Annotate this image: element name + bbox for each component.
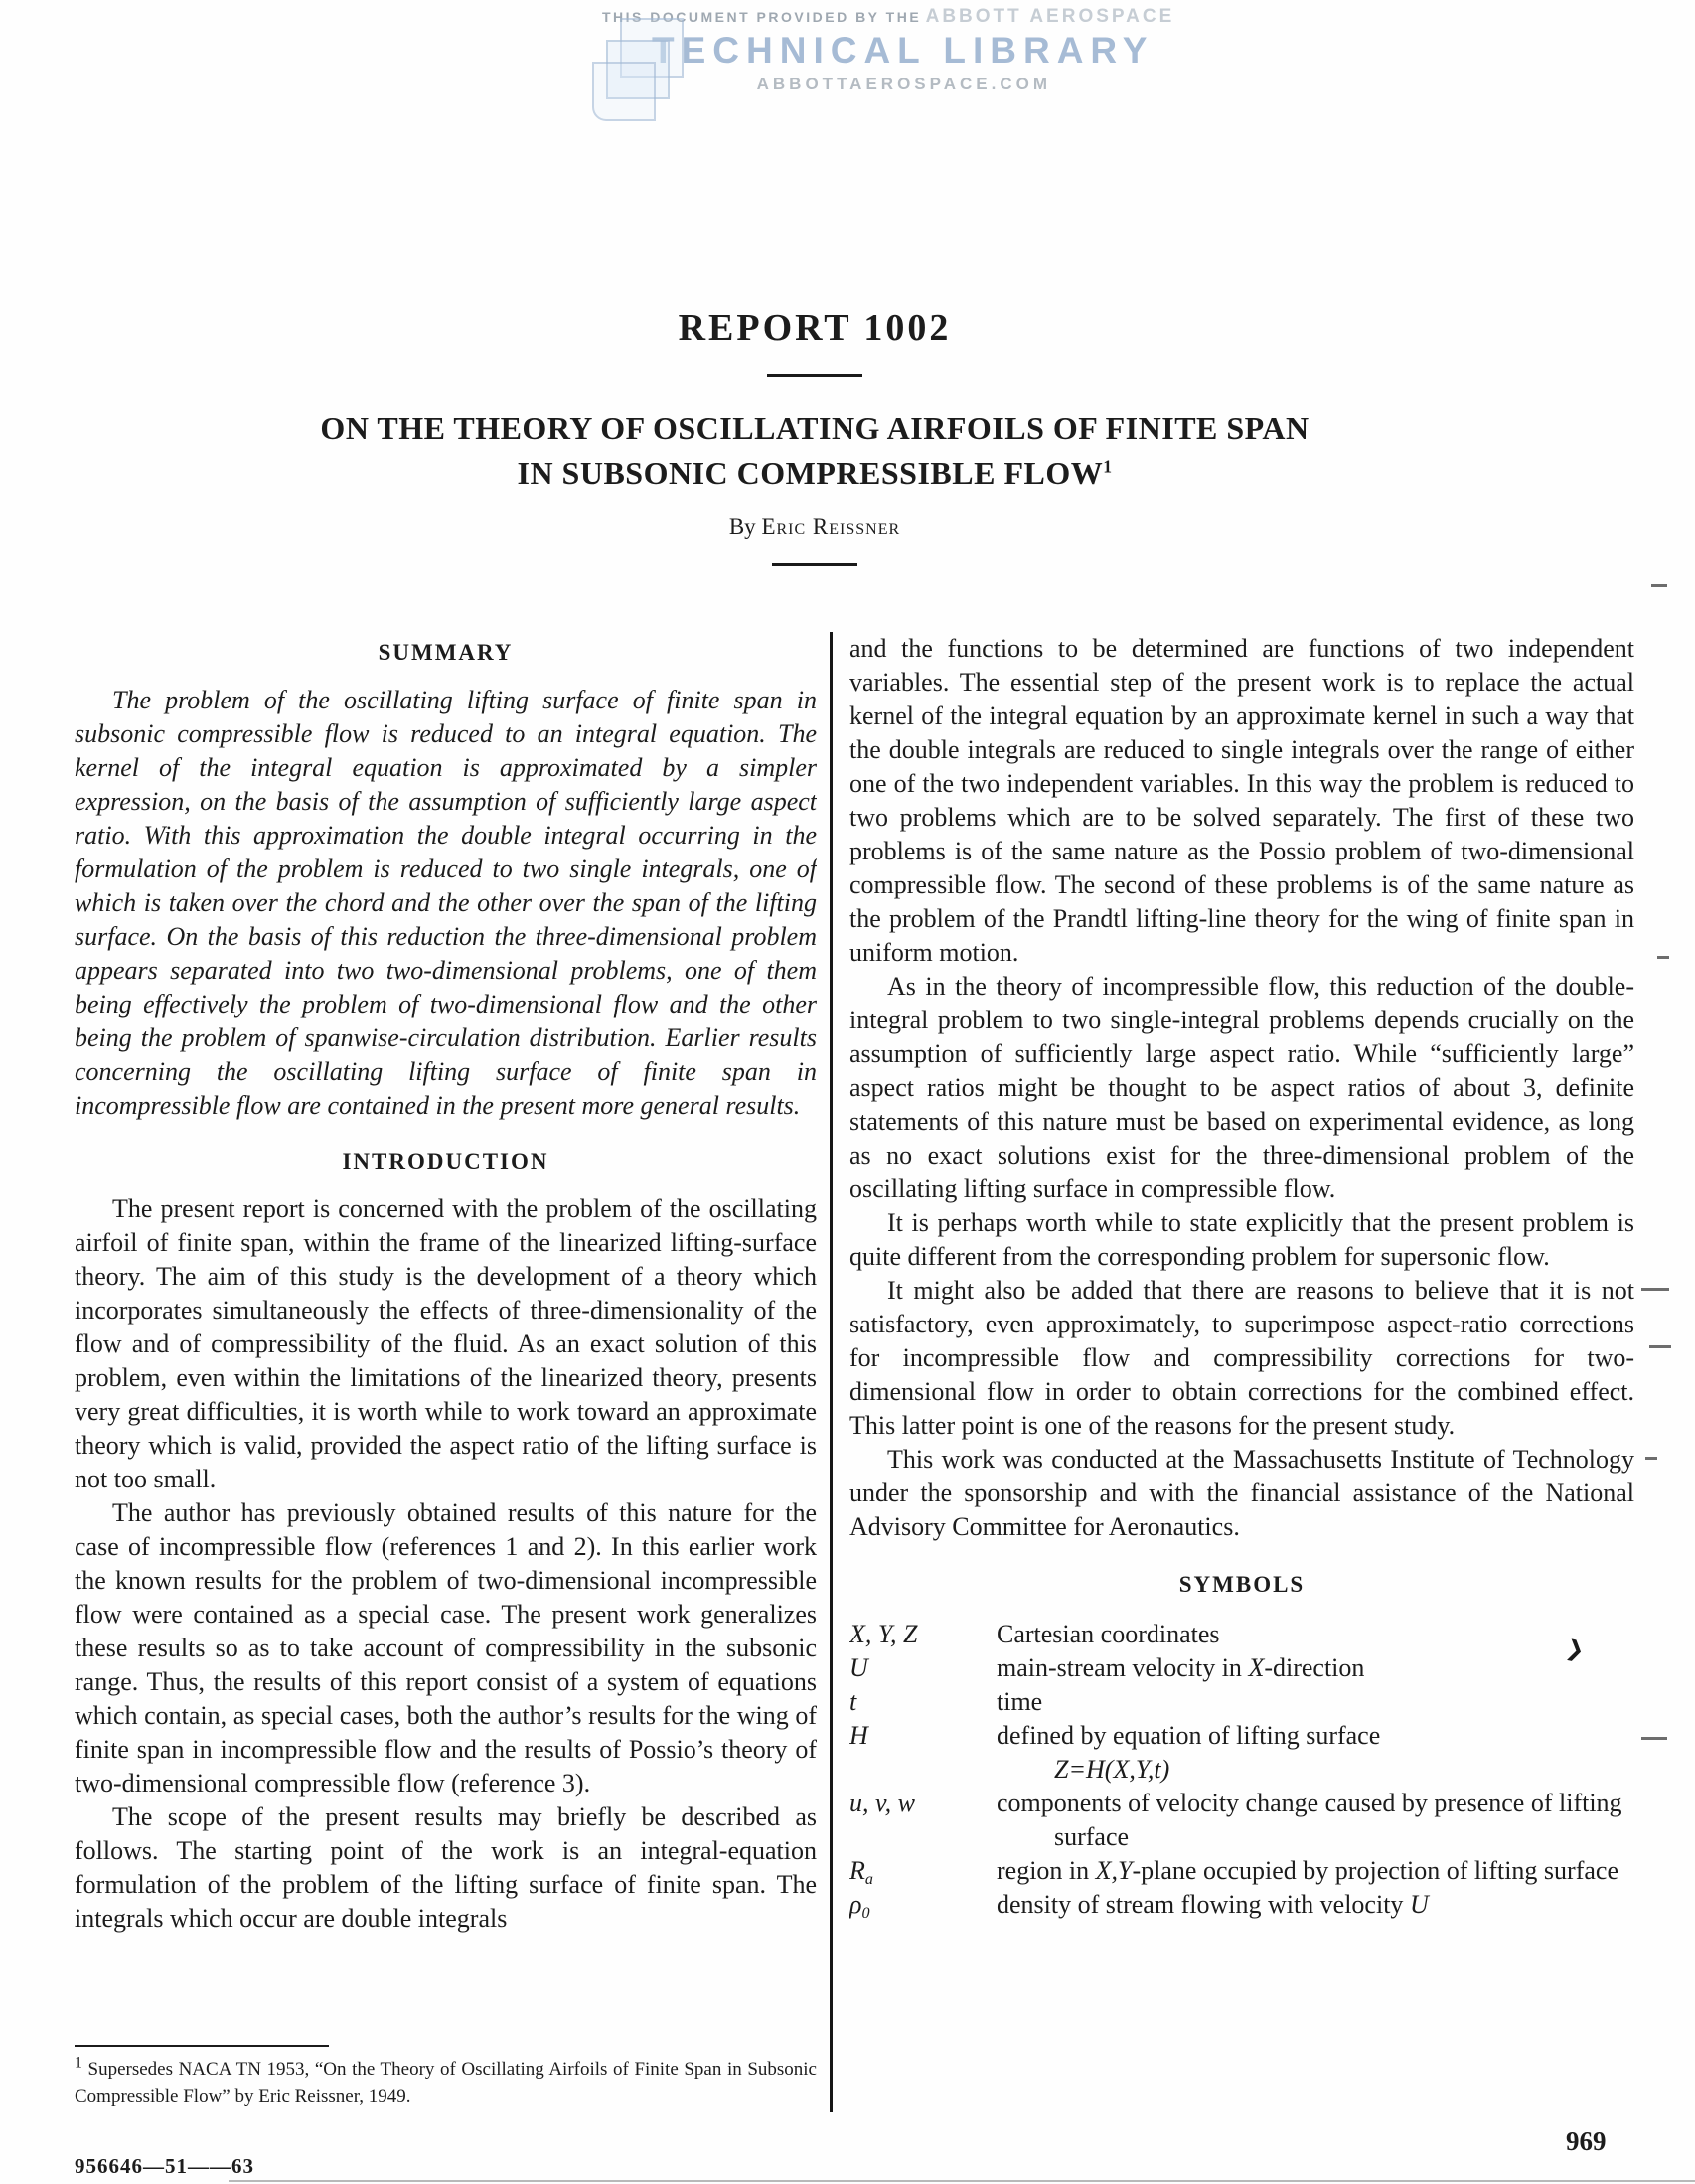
column-divider-rule — [830, 632, 833, 2112]
byline — [75, 514, 1555, 540]
watermark-library-title: TECHNICAL LIBRARY — [652, 30, 1155, 71]
symbols-list — [849, 1618, 1634, 1922]
symbol-definition-line2: Z=H(X,Y,t) — [1054, 1755, 1170, 1784]
watermark — [594, 6, 1175, 94]
title-line-1: ON THE THEORY OF OSCILLATING AIRFOILS OF FINITE SPAN — [320, 410, 1310, 446]
symbol-key: t — [849, 1687, 857, 1716]
symbol-key: $R_a$ — [849, 1856, 873, 1888]
page-sheet-icon — [592, 62, 656, 121]
page-title — [75, 406, 1555, 496]
symbol-key: H — [849, 1721, 868, 1750]
body-paragraph: It is perhaps worth while to state explicitly that the present problem is quite different from the corresponding problem for supersonic flow. — [849, 1208, 1634, 1271]
symbol-key: $\rho_0$ — [849, 1890, 870, 1922]
body-paragraph: As in the theory of incompressible flow, this reduction of the double-integral problem to two single-integral problems depends crucially on the assumption of sufficiently large aspect ratio. While “sufficiently large” aspect ratios might be thought to be aspect ratios of about 3, definite statements of this nature must be based on experimental evidence, as long as no exact solutions exist for the three-dimensional problem of the oscillating lifting surface in compressible flow. — [849, 972, 1634, 1203]
left-column — [75, 636, 817, 2043]
footnote-body: Supersedes NACA TN 1953, “On the Theory of Oscillating Airfoils of Finite Span in Subsonic Compressible Flow” by Eric Reissner, 1949. — [75, 2059, 817, 2106]
symbol-row — [849, 1685, 1634, 1719]
symbol-key: u, v, w — [849, 1789, 915, 1817]
print-code: 956646—51——63 — [75, 2154, 254, 2178]
symbol-key: U — [849, 1653, 868, 1682]
scan-artifact-dash — [1641, 1737, 1667, 1740]
title-block — [75, 306, 1555, 566]
body-paragraph: This work was conducted at the Massachusetts Institute of Technology under the sponsorship and with the financial assistance of the National Advisory Committee for Aeronautics. — [849, 1445, 1634, 1541]
symbol-definition: components of velocity change caused by presence of lifting surface — [997, 1789, 1622, 1851]
right-column-paragraphs — [849, 632, 1634, 1544]
stacked-pages-icon — [590, 18, 685, 122]
symbol-definition: region in X,Y-plane occupied by projection of lifting surface — [997, 1856, 1618, 1885]
divider-rule — [767, 374, 862, 377]
symbol-row — [849, 1888, 1634, 1922]
body-paragraph: and the functions to be determined are functions of two independent variables. The essential step of the present work is to replace the actual kernel of the integral equation by an approximate kernel in such a way that the double integrals are reduced to single integrals over the range of either one of the two independent variables. In this way the problem is reduced to two problems which are to be solved separately. The first of these two problems is of the same nature as the Possio problem of two-dimensional compressible flow. The second of these problems is of the same nature as the problem of the Prandtl lifting-line theory for the wing of finite span in uniform motion. — [849, 634, 1634, 967]
symbol-row — [849, 1787, 1634, 1854]
footnote-text — [75, 2056, 817, 2109]
symbols-heading: SYMBOLS — [1178, 1572, 1306, 1597]
scan-artifact-dash — [1651, 584, 1667, 587]
symbol-definition: Cartesian coordinates — [997, 1620, 1220, 1648]
symbol-definition: time — [997, 1687, 1043, 1716]
footnote-marker: 1 — [75, 2054, 82, 2072]
intro-paragraph: The present report is concerned with the problem of the oscillating airfoil of finite span, within the frame of the linearized lifting-surface theory. The aim of this study is the development of a theory which incorporates simultaneously the effects of three-dimensionality of the flow and of compressibility of the fluid. As an exact solution of this problem, even within the limitations of the linearized theory, presents very great difficulties, it is worth while to work toward an approximate theory which is valid, provided the aspect ratio of the lifting surface is not too small. — [75, 1194, 817, 1493]
symbol-row — [849, 1719, 1634, 1787]
scan-artifact-dash — [1641, 1288, 1669, 1291]
ink-mark-artifact: ❯ — [1563, 1636, 1587, 1664]
scan-artifact-dash — [1645, 1457, 1657, 1460]
watermark-url: ABBOTTAEROSPACE.COM — [756, 75, 1051, 93]
body-paragraph: It might also be added that there are reasons to believe that it is not satisfactory, even approximately, to superimpose aspect-ratio corrections for incompressible flow and compressibility corrections for two-dimensional flow in order to obtain corrections for the combined effect. This latter point is one of the reasons for the present study. — [849, 1276, 1634, 1440]
footnote-rule — [75, 2045, 329, 2047]
scan-artifact-dash — [1649, 1345, 1671, 1348]
byline-prefix: By — [728, 514, 756, 539]
summary-heading: SUMMARY — [378, 640, 514, 665]
footnote — [75, 2045, 817, 2109]
introduction-paragraphs — [75, 1192, 817, 1936]
intro-paragraph: The author has previously obtained results of this nature for the case of incompressible flow (references 1 and 2). In this earlier work the known results for the problem of two-dimensional incompressible flow were contained as a special case. The present work generalizes these results so as to take account of compressibility in the subsonic range. Thus, the results of this report consist of a system of equations which contain, as special cases, both the author’s results for the wing of finite span in incompressible flow and the results of Possio’s theory of two-dimensional compressible flow (reference 3). — [75, 1498, 817, 1797]
intro-paragraph: The scope of the present results may briefly be described as follows. The starting point of the work is an integral-equation formulation of the problem of the lifting surface of finite span. The integrals which occur are double integrals — [75, 1802, 817, 1933]
summary-text: The problem of the oscillating lifting surface of finite span in subsonic compressible flow is reduced to an integral equation. The kernel of the integral equation is approximated by a simpler expression, on the basis of the assumption of sufficiently large aspect ratio. With this approximation the double integral occurring in the formulation of the problem is reduced to two single integrals, one of which is taken over the chord and the other over the span of the lifting surface. On the basis of this reduction the three-dimensional problem appears separated into two two-dimensional problems, one of them being effectively the problem of two-dimensional flow and the other being the problem of spanwise-circulation distribution. Earlier results concerning the oscillating lifting surface of finite span in incompressible flow are contained in the present more general results. — [75, 686, 817, 1120]
symbol-definition: density of stream flowing with velocity U — [997, 1890, 1429, 1919]
watermark-provided-text: THIS DOCUMENT PROVIDED BY THE — [602, 9, 922, 25]
right-column — [849, 632, 1634, 2114]
page-number: 969 — [1566, 2126, 1607, 2156]
symbol-row — [849, 1651, 1634, 1685]
title-line-2: IN SUBSONIC COMPRESSIBLE FLOW — [517, 455, 1104, 491]
symbol-definition: defined by equation of lifting surface Z=H(X,Y,t) — [997, 1719, 1634, 1787]
divider-rule — [772, 563, 857, 566]
title-footnote-marker: 1 — [1103, 456, 1113, 477]
symbol-definition: main-stream velocity in X-direction — [997, 1653, 1365, 1682]
symbol-row — [849, 1854, 1634, 1888]
report-number: REPORT 1002 — [678, 307, 952, 349]
author-name: Eric Reissner — [761, 514, 901, 539]
watermark-brand: ABBOTT AEROSPACE — [925, 6, 1175, 27]
scan-bottom-edge — [229, 2180, 1695, 2182]
symbol-row — [849, 1618, 1634, 1651]
symbol-key: X, Y, Z — [849, 1620, 918, 1648]
scan-artifact-dash — [1657, 956, 1669, 959]
introduction-heading: INTRODUCTION — [342, 1149, 549, 1173]
